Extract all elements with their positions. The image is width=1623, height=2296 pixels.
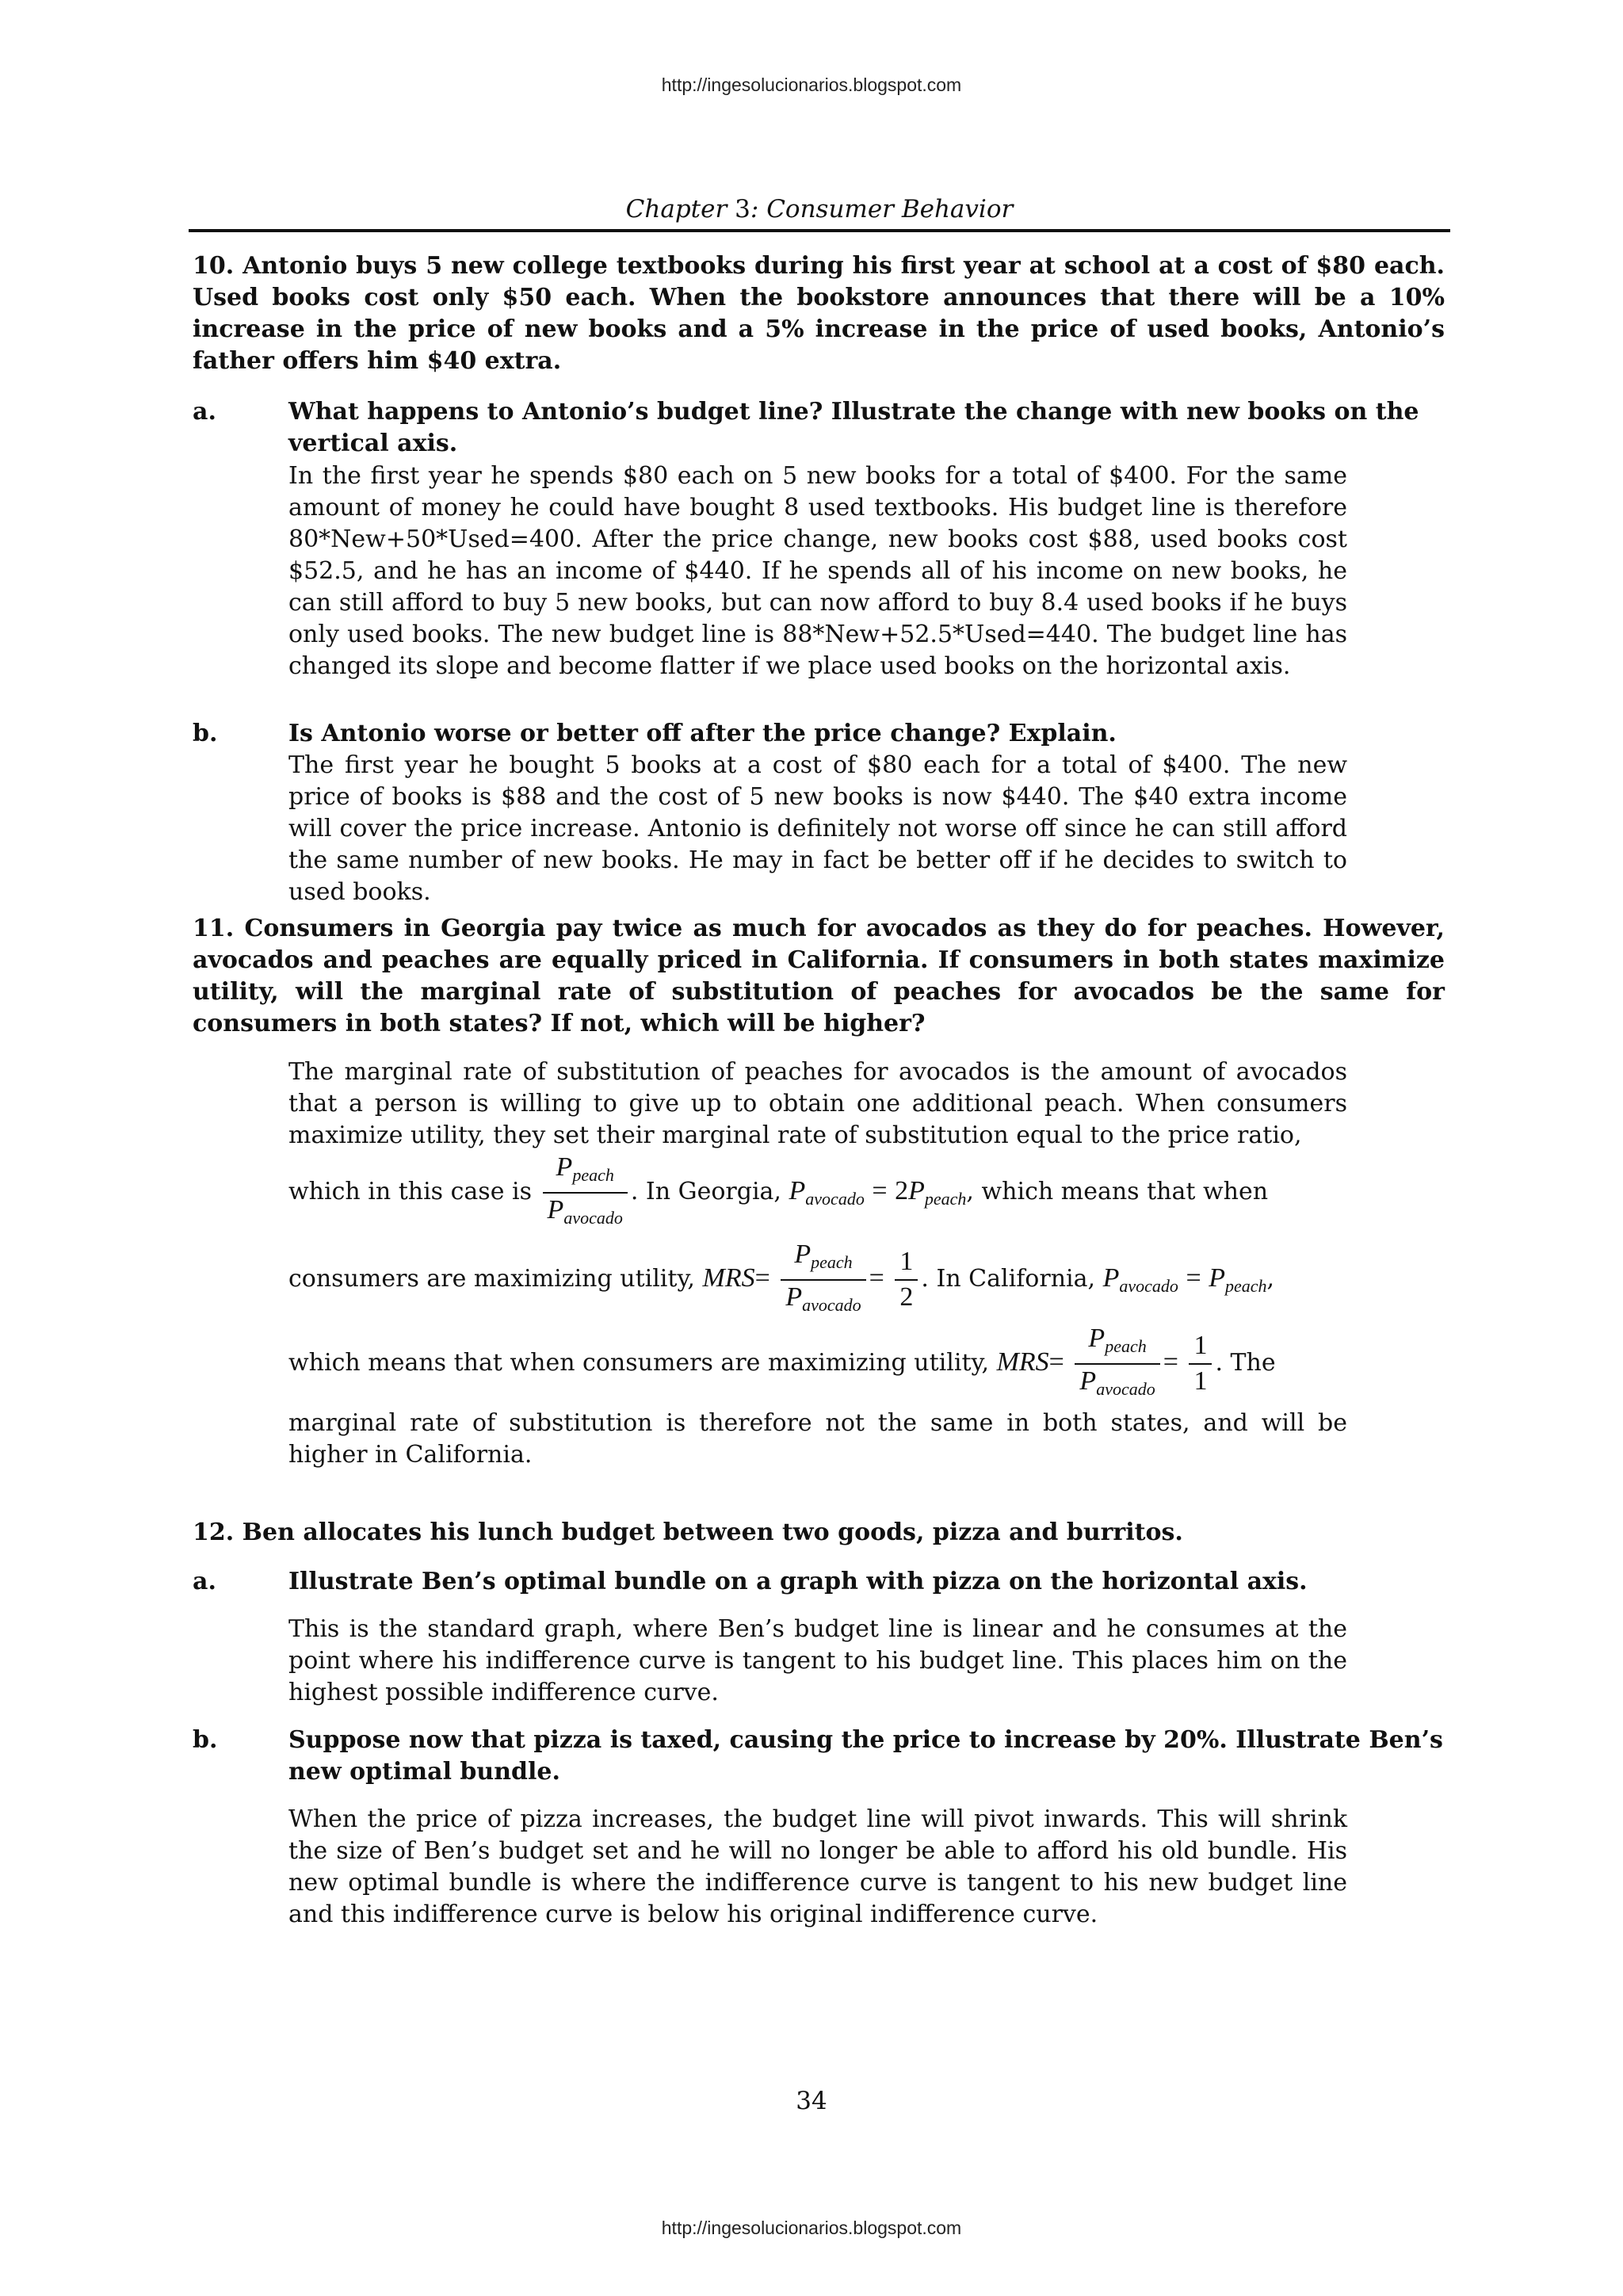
answer-11-equation-2: consumers are maximizing utility, MRS= $\frac{P_{peach}}{P_{avocado}}$ = $\frac{1}{2}$ . In California, $P_{avocado} = P_{peach}$, (288, 1238, 1347, 1317)
california-price-equation: $P_{avocado} = P_{peach}$ (1102, 1263, 1267, 1296)
one-half-fraction: $\frac{1}{2}$ (895, 1245, 918, 1315)
question-12a-text: Illustrate Ben’s optimal bundle on a graph with pizza on the horizontal axis. (288, 1568, 1308, 1595)
question-10: 10. Antonio buys 5 new college textbooks during his first year at school at a cost of $80 each. Used books cost only $50 each. When the bookstore announces that there will be a 10% increase in the price of new books and a 5% increase in the price of used books, Antonio’s father offers him $40 extra. (193, 252, 1445, 375)
answer-11-equation-1 (288, 1151, 1347, 1230)
eq2-mid: . In California, (921, 1265, 1096, 1293)
source-url-bottom: http://ingesolucionarios.blogspot.com (661, 2218, 962, 2238)
chapter-header (189, 195, 1450, 223)
chapter-number: 3 (735, 195, 750, 223)
question-11: 11. Consumers in Georgia pay twice as much for avocados as they do for peaches. However, avocados and peaches are equally priced in California. If consumers in both states maximize utility, will the marginal rate of substitution of peaches for avocados be the same for consumers in both states? If not, which will be higher? (193, 915, 1445, 1037)
eq3-prefix: which means that when consumers are maximizing utility, (288, 1349, 990, 1377)
chapter-prefix: Chapter (625, 195, 735, 223)
price-ratio-fraction: $\frac{P_{peach}}{P_{avocado}}$ (543, 1151, 628, 1235)
source-url-top: http://ingesolucionarios.blogspot.com (661, 74, 962, 95)
answer-11-conclusion: marginal rate of substitution is therefore not the same in both states, and will be higher in California. (288, 1409, 1347, 1469)
question-12b (193, 1725, 1445, 1788)
page-number: 34 (796, 2087, 827, 2115)
question-12b-label: b. (193, 1726, 218, 1754)
question-10b-label: b. (193, 720, 218, 747)
mrs-label-california: MRS (996, 1347, 1049, 1377)
question-10b (193, 718, 1445, 750)
answer-10a: In the first year he spends $80 each on 5 new books for a total of $400. For the same amount of money he could have bought 8 used textbooks. His budget line is therefore 80*New+50*Used=400. After the price change, new books cost $88, used books cost $52.5, and he has an income of $440. If he spends all of his income on new books, he can still afford to buy 5 new books, but can now afford to buy 8.4 used books if he buys only used books. The new budget line is 88*New+52.5*Used=440. The budget line has changed its slope and become flatter if we place used books on the horizontal axis. (288, 462, 1347, 680)
eq2-prefix: consumers are maximizing utility, (288, 1265, 695, 1293)
one-over-one-fraction: $\frac{1}{1}$ (1189, 1329, 1212, 1399)
answer-12a: This is the standard graph, where Ben’s budget line is linear and he consumes at the point where his indifference curve is tangent to his budget line. This places him on the highest possible indifference curve. (288, 1615, 1347, 1706)
answer-11-equation-3: which means that when consumers are maximizing utility, MRS= $\frac{P_{peach}}{P_{avocado}}$ = $\frac{1}{1}$ . The (288, 1322, 1347, 1401)
eq2-suffix: , (1266, 1265, 1275, 1293)
question-12a (193, 1566, 1445, 1598)
question-10b-text: Is Antonio worse or better off after the price change? Explain. (288, 720, 1117, 747)
eq3-suffix: . The (1215, 1349, 1276, 1377)
mrs-label-georgia: MRS (702, 1263, 755, 1293)
question-12a-label: a. (193, 1568, 216, 1595)
eq1-prefix: which in this case is (288, 1178, 532, 1205)
question-12: 12. Ben allocates his lunch budget between two goods, pizza and burritos. (193, 1519, 1183, 1546)
question-12b-text: Suppose now that pizza is taxed, causing the price to increase by 20%. Illustrate Ben’s new optimal bundle. (288, 1726, 1443, 1786)
answer-11-intro: The marginal rate of substitution of peaches for avocados is the amount of avocados that a person is willing to give up to obtain one additional peach. When consumers maximize utility, they set their marginal rate of substitution equal to the price ratio, (288, 1058, 1347, 1149)
answer-10b: The first year he bought 5 books at a cost of $80 each for a total of $400. The new price of books is $88 and the cost of 5 new books is now $440. The $40 extra income will cover the price increase. Antonio is definitely not worse off since he can still afford the same number of new books. He may in fact be better off if he decides to switch to used books. (288, 751, 1347, 906)
answer-12b: When the price of pizza increases, the budget line will pivot inwards. This will shrink the size of Ben’s budget set and he will no longer be able to afford his old bundle. His new optimal bundle is where the indifference curve is tangent to his new budget line and this indifference curve is below his original indifference curve. (288, 1805, 1347, 1928)
mrs-fraction-california: $\frac{P_{peach}}{P_{avocado}}$ (1075, 1322, 1159, 1406)
question-10a-text: What happens to Antonio’s budget line? Illustrate the change with new books on the vertical axis. (288, 398, 1419, 457)
eq1-mid: . In Georgia, (630, 1178, 781, 1205)
question-10a (193, 396, 1445, 460)
mrs-fraction-georgia: $\frac{P_{peach}}{P_{avocado}}$ (781, 1238, 865, 1322)
question-10a-label: a. (193, 398, 216, 426)
header-rule (189, 229, 1450, 232)
chapter-title: : Consumer Behavior (750, 195, 1014, 223)
eq1-suffix: , which means that when (966, 1178, 1269, 1205)
georgia-price-equation: $P_{avocado} = 2P_{peach}$ (789, 1176, 967, 1209)
